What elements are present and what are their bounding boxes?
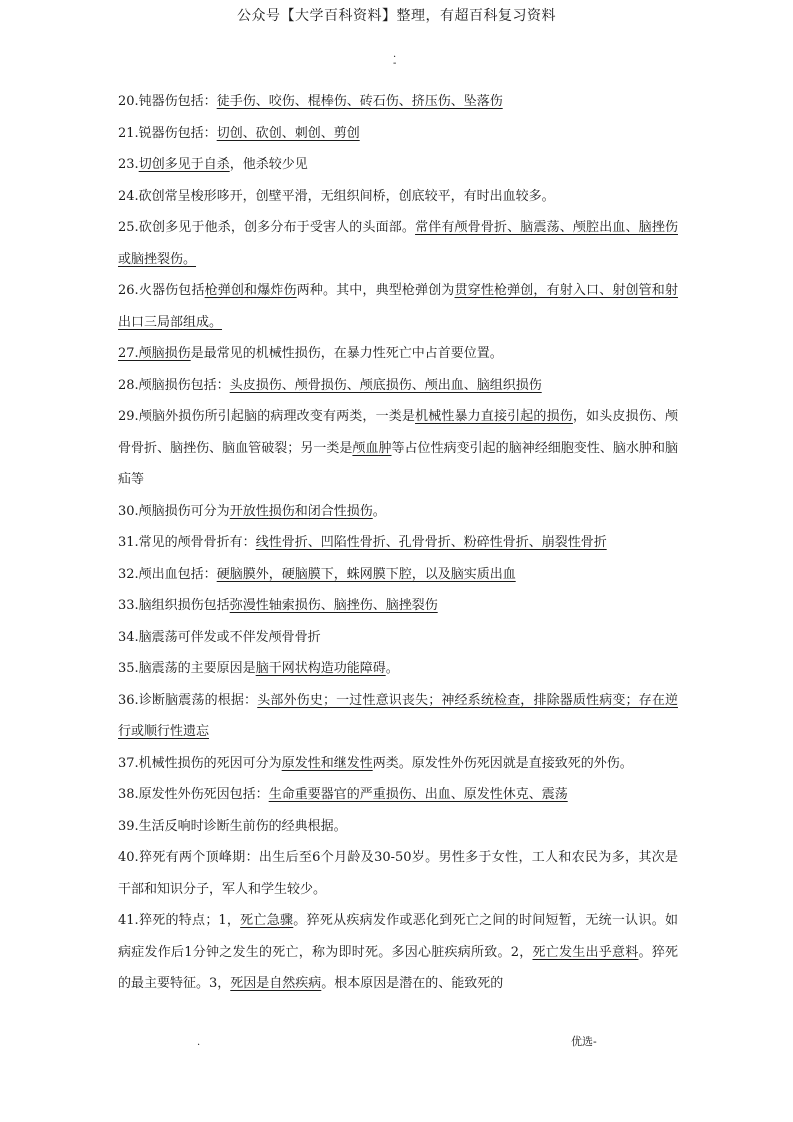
- paragraph: [118, 905, 678, 1000]
- text-run: 。: [372, 503, 386, 519]
- paragraph: [118, 748, 678, 780]
- paragraph: [118, 118, 678, 150]
- text-run: 。猝死的最主要特征。3，: [118, 944, 678, 991]
- paragraph: [118, 212, 678, 275]
- underlined-text: 线性骨折、凹陷性骨折、孔骨骨折、粉碎性骨折、崩裂性骨折: [255, 535, 607, 550]
- text-run: ，如头皮损伤、颅骨骨折、脑挫伤、脑血管破裂；另一类是: [118, 409, 678, 456]
- text-run: 31.常见的颅骨骨折有：: [118, 535, 256, 550]
- paragraph: [118, 685, 678, 748]
- text-run: 两类。原发性外伤死因就是直接致死的外伤。: [372, 755, 633, 771]
- underlined-text: 枪弹创和爆炸伤: [204, 283, 297, 298]
- text-run: 41.猝死的特点；1，: [118, 913, 241, 928]
- paragraph: [118, 275, 678, 338]
- paragraph: [118, 622, 678, 654]
- underlined-text: 弥漫性轴索损伤、脑挫伤、脑挫裂伤: [229, 598, 438, 613]
- text-run: 32.颅出血包括：: [118, 566, 217, 582]
- text-run: 28.颅脑损伤包括：: [118, 377, 230, 393]
- underlined-text: 头部外伤史；一过性意识丧失；神经系统检查，排除器质性病变；存在逆行或顺行性遗忘: [118, 692, 678, 739]
- text-run: 23.: [118, 157, 139, 172]
- text-run: 。: [385, 661, 399, 676]
- text-run: 。猝死从疾病发作或恶化到死亡之间的时间短暂，无统一认识。如病症发作后1分钟之发生的死亡，称为即时死。多因心脏疾病所致。2，: [118, 913, 678, 960]
- paragraph: [118, 496, 678, 528]
- paragraph: [118, 811, 678, 843]
- underlined-text: 生命重要器官的严重损伤、出血、原发性休克、震荡: [268, 787, 568, 802]
- text-run: 40.猝死有两个顶峰期：出生后至6个月龄及30-50岁。男性多于女性，工人和农民为多，其次是干部和知识分子，军人和学生较少。: [118, 850, 678, 897]
- text-run: 34.脑震荡可伴发或不伴发颅骨骨折: [118, 629, 321, 645]
- underlined-text: 贯穿性枪弹创，有射入口、射创管和射出口三局部组成。: [118, 283, 678, 330]
- paragraph: [118, 149, 678, 181]
- text-run: 29.颅脑外损伤所引起脑的病理改变有两类，一类是: [118, 409, 416, 424]
- top-dot: .: [393, 49, 397, 60]
- top-marks: [393, 50, 396, 68]
- paragraph: [118, 338, 678, 370]
- underlined-text: 死因是自然疾病: [230, 976, 322, 991]
- text-run: 。根本原因是潜在的、能致死的: [321, 976, 504, 991]
- text-run: 37.机械性损伤的死因可分为: [118, 755, 282, 771]
- underlined-text: 切创多见于自杀: [138, 157, 230, 172]
- text-run: 24.砍创常呈梭形哆开，创壁平滑，无组织间桥，创底较平，有时出血较多。: [118, 188, 555, 204]
- underlined-text: 开放性损伤和闭合性损伤: [229, 503, 373, 519]
- footer-label: 优选-: [571, 1035, 597, 1048]
- paragraph: [118, 559, 678, 591]
- text-run: 36.诊断脑震荡的根据：: [118, 692, 258, 708]
- underlined-text: 头皮损伤、颅骨损伤、颅底损伤、颅出血、脑组织损伤: [229, 377, 542, 393]
- text-run: 25.砍创多见于他杀，创多分布于受害人的头面部。: [118, 220, 416, 235]
- paragraph: [118, 86, 678, 118]
- text-run: 两种。其中，典型枪弹创为: [296, 283, 455, 298]
- paragraph: [118, 842, 678, 905]
- text-run: 39.生活反响时诊断生前伤的经典根据。: [118, 818, 347, 834]
- text-run: 是最常见的机械性损伤，在暴力性死亡中占首要位置。: [190, 346, 503, 361]
- underlined-text: 颅血肿: [352, 440, 392, 456]
- paragraph: [118, 779, 678, 811]
- text-run: 33.脑组织损伤包括: [118, 598, 230, 613]
- text-run: 35.脑震荡的主要原因是: [118, 661, 256, 676]
- underlined-text: 常伴有颅骨骨折、脑震荡、颅腔出血、脑挫伤或脑挫裂伤。: [118, 220, 678, 267]
- underlined-text: 脑干网状构造功能障碍: [255, 661, 386, 676]
- paragraph: [118, 653, 678, 685]
- paragraph: [118, 590, 678, 622]
- top-dash: -: [393, 58, 397, 69]
- underlined-text: 死亡急骤: [240, 913, 294, 928]
- underlined-text: 27.颅脑损伤: [118, 346, 191, 361]
- underlined-text: 机械性暴力直接引起的损伤: [415, 409, 573, 424]
- text-run: 20.钝器伤包括：: [118, 94, 217, 109]
- paragraph: [118, 181, 678, 213]
- text-run: 等占位性病变引起的脑神经细胞变性、脑水肿和脑疝等: [118, 440, 678, 487]
- underlined-text: 死亡发生出乎意料: [532, 944, 639, 960]
- paragraph: [118, 527, 678, 559]
- underlined-text: 原发性和继发性: [281, 755, 373, 771]
- paragraph: [118, 370, 678, 402]
- document-body: [118, 86, 678, 1000]
- underlined-text: 徒手伤、咬伤、棍棒伤、砖石伤、挤压伤、坠落伤: [216, 94, 503, 109]
- underlined-text: 硬脑膜外，硬脑膜下，蛛网膜下腔，以及脑实质出血: [216, 566, 516, 582]
- underlined-text: 切创、砍创、刺创、剪创: [216, 125, 360, 141]
- text-run: 21.锐器伤包括：: [118, 125, 217, 141]
- page-header: 公众号【大学百科资料】整理，有超百科复习资料: [237, 8, 556, 24]
- footer-dot: .: [197, 1037, 201, 1048]
- text-run: 30.颅脑损伤可分为: [118, 503, 230, 519]
- text-run: 26.火器伤包括: [118, 283, 205, 298]
- text-run: 38.原发性外伤死因包括：: [118, 787, 269, 802]
- text-run: ，他杀较少见: [229, 157, 308, 172]
- paragraph: [118, 401, 678, 496]
